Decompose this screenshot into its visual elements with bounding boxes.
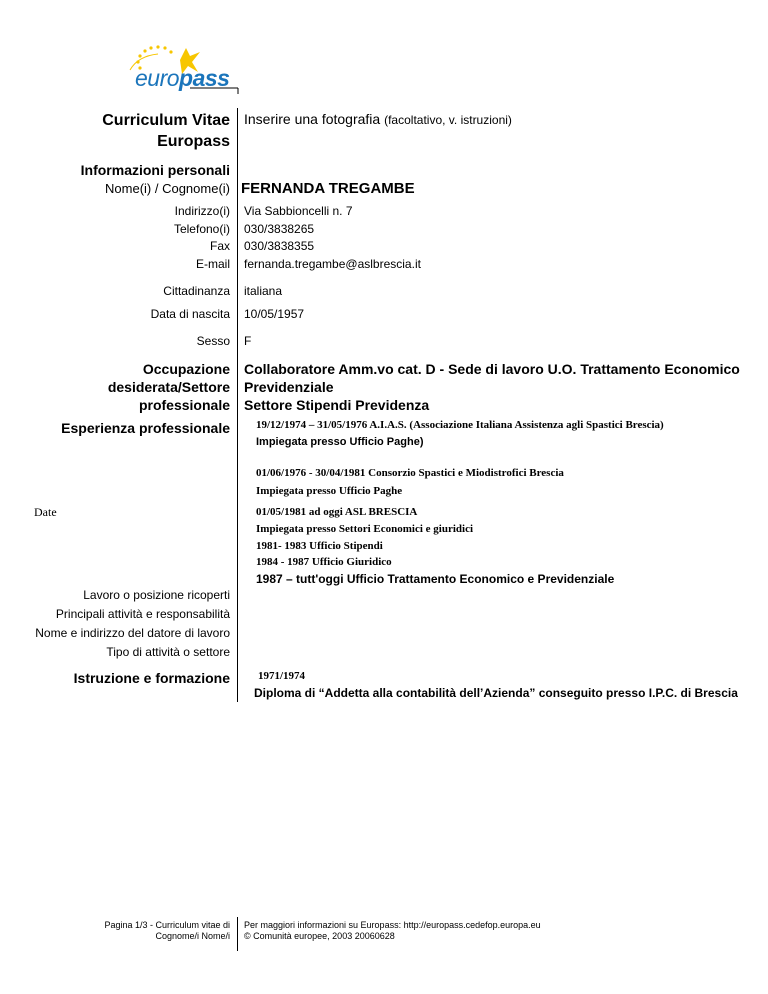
footer-divider <box>237 917 238 951</box>
experience-date-1: 19/12/1974 – 31/05/1976 A.I.A.S. (Associazione Italiana Assistenza agli Spastici Brescia) <box>256 419 664 431</box>
occupation-value-line2: Previdenziale <box>244 379 334 395</box>
section-experience: Esperienza professionale <box>61 420 230 436</box>
section-education: Istruzione e formazione <box>73 670 230 686</box>
email-value[interactable]: fernanda.tregambe@aslbrescia.it <box>244 257 421 271</box>
cv-title-line1: Curriculum Vitae <box>102 112 230 129</box>
responsibilities-label: Principali attività e responsabilità <box>55 607 230 621</box>
fax-value: 030/3838355 <box>244 239 315 253</box>
occupation-label-line2: desiderata/Settore <box>107 379 230 395</box>
experience-current: 1987 – tutt'oggi Ufficio Trattamento Economico e Previdenziale <box>256 572 615 586</box>
footer-left <box>60 920 230 942</box>
phone-value: 030/3838265 <box>244 222 315 236</box>
photo-text: Inserire una fotografia <box>244 111 381 127</box>
occupation-label <box>30 360 230 414</box>
footer-copyright: © Comunità europee, 2003 20060628 <box>244 931 395 941</box>
experience-date-2: 01/06/1976 - 30/04/1981 Consorzio Spastici e Miodistrofici Brescia <box>256 467 564 479</box>
position-label: Lavoro o posizione ricoperti <box>83 588 230 602</box>
cv-title-line2: Europass <box>157 133 230 150</box>
experience-sub-2: 1984 - 1987 Ufficio Giuridico <box>256 556 392 568</box>
employer-label: Nome e indirizzo del datore di lavoro <box>35 626 230 640</box>
name-value: FERNANDA TREGAMBE <box>241 180 415 197</box>
name-label: Nome(i) / Cognome(i) <box>105 181 230 196</box>
experience-date-3: 01/05/1981 ad oggi ASL BRESCIA <box>256 506 418 518</box>
education-years: 1971/1974 <box>258 670 306 682</box>
occupation-value-line3: Settore Stipendi Previdenza <box>244 397 430 413</box>
footer-page: Pagina 1/3 - Curriculum vitae di <box>104 920 230 930</box>
sex-value: F <box>244 334 252 348</box>
birthdate-label: Data di nascita <box>150 307 230 321</box>
date-label: Date <box>34 505 57 519</box>
occupation-value <box>244 360 740 414</box>
logo-word-bold: pass <box>179 65 230 91</box>
fax-label: Fax <box>209 239 230 253</box>
footer-name: Cognome/i Nome/i <box>155 931 230 941</box>
education-diploma: Diploma di “Addetta alla contabilità dell’Azienda” conseguito presso I.P.C. di Brescia <box>254 686 738 700</box>
experience-sub-1: 1981- 1983 Ufficio Stipendi <box>256 540 383 552</box>
occupation-label-line1: Occupazione <box>142 361 230 377</box>
europass-logo <box>128 42 240 94</box>
birthdate-value: 10/05/1957 <box>244 307 305 321</box>
footer-info-link[interactable]: Per maggiori informazioni su Europass: http://europass.cedefop.europa.eu <box>244 920 541 930</box>
occupation-label-line3: professionale <box>138 397 230 413</box>
experience-role-1: Impiegata presso Ufficio Paghe) <box>256 436 424 448</box>
column-divider <box>237 108 238 702</box>
photo-placeholder <box>244 111 512 127</box>
citizenship-label: Cittadinanza <box>163 284 230 298</box>
citizenship-value: italiana <box>244 284 283 298</box>
phone-label: Telefono(i) <box>173 222 230 236</box>
experience-role-2: Impiegata presso Ufficio Paghe <box>256 485 403 497</box>
cv-title <box>40 110 230 152</box>
address-value: Via Sabbioncelli n. 7 <box>244 204 353 218</box>
section-personal-info: Informazioni personali <box>80 162 230 178</box>
occupation-value-line1: Collaboratore Amm.vo cat. D - Sede di lavoro U.O. Trattamento Economico <box>244 361 740 377</box>
experience-role-3: Impiegata presso Settori Economici e giuridici <box>256 523 474 535</box>
logo-word-light: euro <box>135 65 180 91</box>
sector-label: Tipo di attività o settore <box>106 645 230 659</box>
email-label: E-mail <box>195 257 230 271</box>
photo-note: (facoltativo, v. istruzioni) <box>384 113 512 127</box>
address-label: Indirizzo(i) <box>174 204 230 218</box>
sex-label: Sesso <box>196 334 230 348</box>
footer-right <box>244 920 541 942</box>
